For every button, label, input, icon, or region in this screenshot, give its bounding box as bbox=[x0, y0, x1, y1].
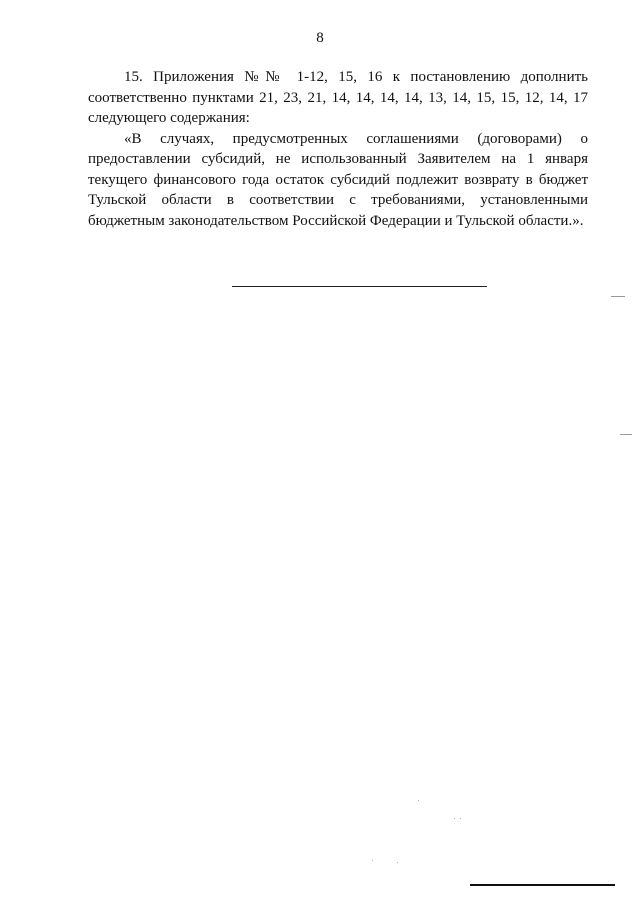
scan-artifact bbox=[372, 860, 373, 861]
scan-artifact bbox=[611, 296, 625, 297]
scan-artifact bbox=[397, 862, 398, 863]
scan-artifact bbox=[454, 818, 455, 819]
scan-artifact bbox=[418, 800, 419, 801]
scan-artifact bbox=[460, 818, 461, 819]
paragraph-amendment: 15. Приложения №№ 1-12, 15, 16 к постановлению дополнить соответственно пунктами 21, 23, 21, 14, 14, 14, 14, 13, 14, 15, 15, 12, 14, 17 следующего содержания: bbox=[88, 69, 588, 126]
scan-artifact bbox=[620, 434, 632, 435]
bottom-rule bbox=[470, 884, 615, 886]
paragraph-quoted-text: «В случаях, предусмотренных соглашениями (договорами) о предоставлении субсидий, не использованный Заявителем на 1 января текущего финансового года остаток субсидий подлежит возврату в бюджет Тульской области в соответствии с требованиями, установленными бюджетным законодательством Российской Федерации и Тульской области.». bbox=[88, 130, 588, 229]
section-divider bbox=[232, 286, 487, 287]
page-number: 8 bbox=[316, 30, 324, 46]
document-body bbox=[88, 67, 588, 231]
